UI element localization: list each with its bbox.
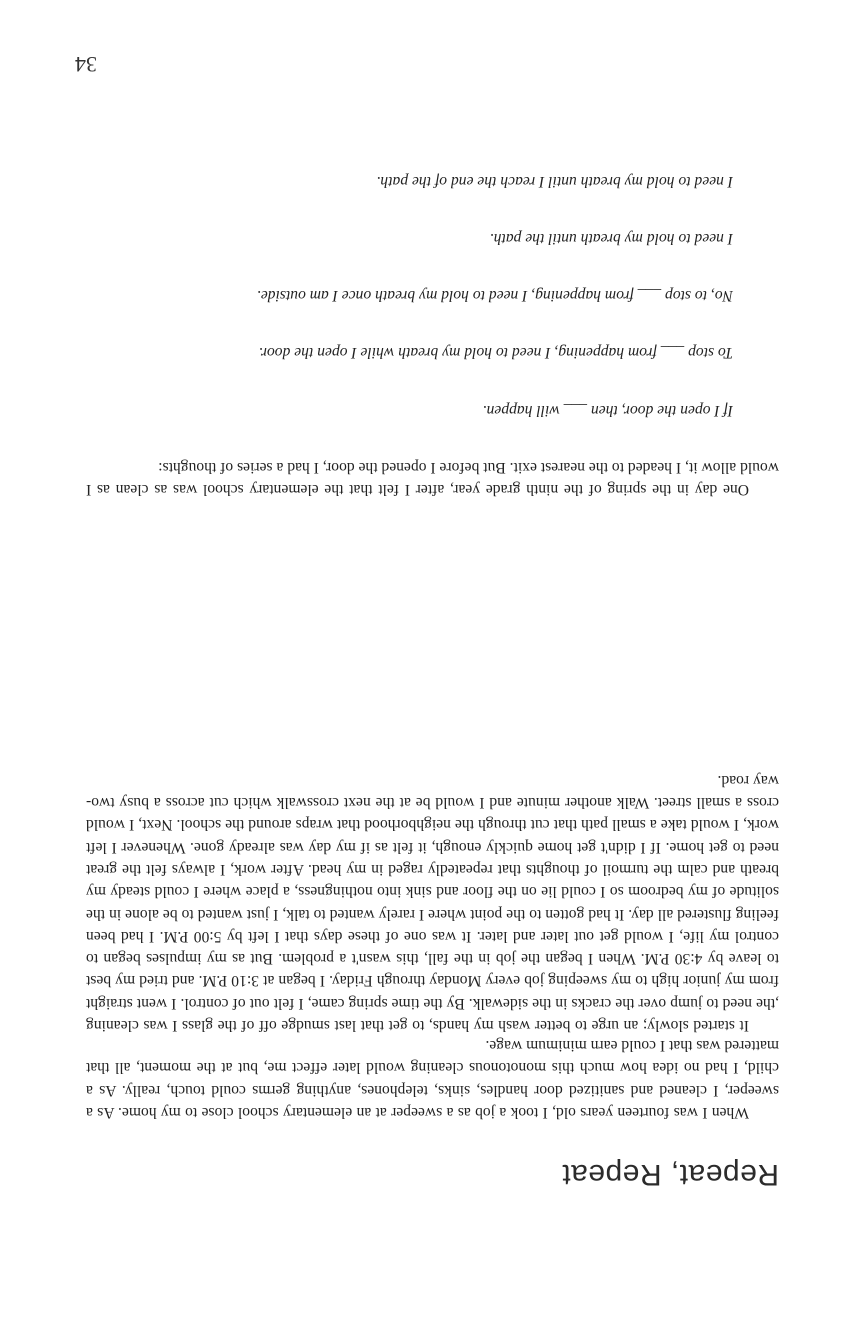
chapter-title: Repeat, Repeat [561,1158,779,1191]
thought-line: If I open the door, then ___ will happen. [482,402,733,419]
thought-line: I need to hold my breath until I reach the end of the path. [376,173,733,190]
paragraph-exit: One day in the spring of the ninth grade year, after I felt that the elementary school was as clean as I would allow it, I headed to the nearest exit. But before I opened the door, I had a series of thoughts: [86,458,779,498]
page-number: 34 [75,52,97,77]
thought-line: To stop ___ from happening, I need to hold my breath while I open the door. [258,344,733,361]
paragraph-intro: When I was fourteen years old, I took a job as a sweeper at an elementary school close to my home. As a sweeper, I cleaned and sanitized door handles, sinks, telephones, anything germs could touch, really. As a child, I had no idea how much this monotonous cleaning would later effect me, but at the moment, all that mattered was that I could earn minimum wage. [86,1037,779,1121]
thought-line: I need to hold my breath until the path. [489,230,733,247]
thought-line: No, to stop ___ from happening, I need to hold my breath once I am outside. [256,287,733,304]
paragraph-impulses: It started slowly; an urge to better wash my hands, to get that last smudge off of the glass I was cleaning ,the need to jump over the cracks in the sidewalk. By the time spring came, I felt out of control. I went straight from my junior high to my sweeping job every Monday through Friday. I began at 3:10 P.M. and tried my best to leave by 4:30 P.M. When I began the job in the fall, this wasn't a problem. But as my impulses began to control my life, I would get out later and later. It was one of these days that I left by 5:00 P.M. I had been feeling flustered all day. It had gotten to the point where I rarely wanted to talk, I just wanted to be alone in the solitude of my bedroom so I could lie on the floor and sink into nothingness, a place where I could steady my breath and calm the turmoil of thoughts that repeatedly raged in my head. After work, I always felt the great need to get home. If I didn't get home quickly enough, it felt as if my day was already gone. Whenever I left work, I would take a small path that cut through the neighborhood that wraps around the school. Next, I would cross a small street. Walk another minute and I would be at the next crosswalk which cut across a busy two-way road. [86,771,779,1034]
